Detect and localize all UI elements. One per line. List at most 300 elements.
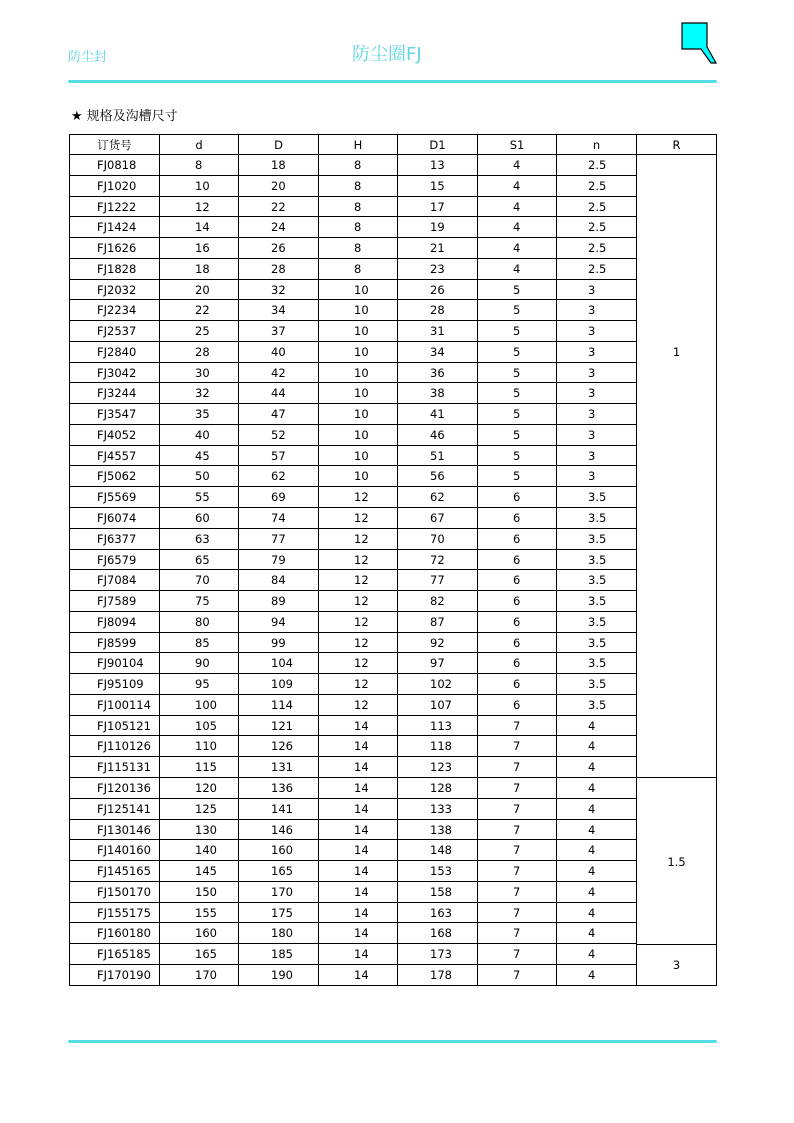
table-row bbox=[69, 363, 717, 384]
cell-H: 14 bbox=[319, 923, 398, 944]
cell-H: 14 bbox=[319, 944, 398, 965]
cell-D1: 173 bbox=[398, 944, 478, 965]
table-row bbox=[69, 591, 717, 612]
cell-D1: 17 bbox=[398, 197, 478, 218]
cell-d: 14 bbox=[160, 217, 239, 238]
cell-S1: 4 bbox=[478, 238, 557, 259]
cell-d: 160 bbox=[160, 923, 239, 944]
table-row bbox=[69, 716, 717, 737]
table-row bbox=[69, 861, 717, 882]
cell-H: 12 bbox=[319, 633, 398, 654]
cell-H: 12 bbox=[319, 508, 398, 529]
table-row bbox=[69, 799, 717, 820]
cell-D1: 41 bbox=[398, 404, 478, 425]
cell-D1: 21 bbox=[398, 238, 478, 259]
cell-d: 125 bbox=[160, 799, 239, 820]
cell-order-no: FJ6579 bbox=[69, 550, 160, 571]
table-row bbox=[69, 840, 717, 861]
table-row bbox=[69, 321, 717, 342]
cell-S1: 5 bbox=[478, 425, 557, 446]
cell-D: 141 bbox=[239, 799, 319, 820]
cell-order-no: FJ105121 bbox=[69, 716, 160, 737]
cell-D: 146 bbox=[239, 820, 319, 841]
cell-d: 10 bbox=[160, 176, 239, 197]
cell-D1: 23 bbox=[398, 259, 478, 280]
cell-n: 3 bbox=[557, 321, 637, 342]
table-row bbox=[69, 778, 717, 799]
cell-H: 10 bbox=[319, 383, 398, 404]
cell-D1: 62 bbox=[398, 487, 478, 508]
cell-D: 37 bbox=[239, 321, 319, 342]
table-row bbox=[69, 487, 717, 508]
cell-S1: 5 bbox=[478, 321, 557, 342]
cell-n: 4 bbox=[557, 757, 637, 778]
cell-H: 10 bbox=[319, 300, 398, 321]
cell-n: 2.5 bbox=[557, 176, 637, 197]
cell-D1: 158 bbox=[398, 882, 478, 903]
cell-order-no: FJ2840 bbox=[69, 342, 160, 363]
column-header-D: D bbox=[239, 134, 319, 155]
table-row bbox=[69, 570, 717, 591]
cell-D1: 113 bbox=[398, 716, 478, 737]
cell-S1: 5 bbox=[478, 363, 557, 384]
table-row bbox=[69, 550, 717, 571]
cell-D1: 153 bbox=[398, 861, 478, 882]
cell-S1: 6 bbox=[478, 695, 557, 716]
cell-D: 34 bbox=[239, 300, 319, 321]
table-row bbox=[69, 300, 717, 321]
cell-S1: 7 bbox=[478, 840, 557, 861]
cell-n: 2.5 bbox=[557, 197, 637, 218]
cell-S1: 7 bbox=[478, 861, 557, 882]
cell-H: 12 bbox=[319, 529, 398, 550]
table-row bbox=[69, 383, 717, 404]
cell-D1: 92 bbox=[398, 633, 478, 654]
cell-H: 8 bbox=[319, 155, 398, 176]
cell-D: 22 bbox=[239, 197, 319, 218]
cell-H: 14 bbox=[319, 882, 398, 903]
cell-D1: 97 bbox=[398, 653, 478, 674]
cell-n: 3.5 bbox=[557, 653, 637, 674]
cell-H: 14 bbox=[319, 840, 398, 861]
cell-D1: 34 bbox=[398, 342, 478, 363]
cell-H: 12 bbox=[319, 591, 398, 612]
cell-order-no: FJ5062 bbox=[69, 466, 160, 487]
cell-S1: 7 bbox=[478, 882, 557, 903]
cell-D: 99 bbox=[239, 633, 319, 654]
cell-D: 40 bbox=[239, 342, 319, 363]
r-merged-cell bbox=[637, 778, 717, 944]
cell-H: 10 bbox=[319, 363, 398, 384]
cell-n: 4 bbox=[557, 861, 637, 882]
cell-H: 14 bbox=[319, 716, 398, 737]
cell-d: 95 bbox=[160, 674, 239, 695]
cell-D: 18 bbox=[239, 155, 319, 176]
cell-order-no: FJ110126 bbox=[69, 736, 160, 757]
seal-profile-icon bbox=[680, 21, 720, 65]
cell-n: 3.5 bbox=[557, 591, 637, 612]
cell-D: 20 bbox=[239, 176, 319, 197]
cell-order-no: FJ120136 bbox=[69, 778, 160, 799]
cell-D1: 102 bbox=[398, 674, 478, 695]
cell-d: 60 bbox=[160, 508, 239, 529]
cell-S1: 6 bbox=[478, 529, 557, 550]
table-row bbox=[69, 612, 717, 633]
cell-n: 4 bbox=[557, 778, 637, 799]
table-row bbox=[69, 674, 717, 695]
cell-order-no: FJ100114 bbox=[69, 695, 160, 716]
cell-D: 175 bbox=[239, 903, 319, 924]
cell-S1: 5 bbox=[478, 404, 557, 425]
cell-n: 4 bbox=[557, 799, 637, 820]
cell-d: 55 bbox=[160, 487, 239, 508]
cell-d: 45 bbox=[160, 446, 239, 467]
cell-order-no: FJ8599 bbox=[69, 633, 160, 654]
cell-D1: 133 bbox=[398, 799, 478, 820]
cell-d: 110 bbox=[160, 736, 239, 757]
cell-D: 121 bbox=[239, 716, 319, 737]
section-title: 规格及沟槽尺寸 bbox=[86, 109, 178, 124]
cell-n: 4 bbox=[557, 965, 637, 986]
cell-S1: 7 bbox=[478, 716, 557, 737]
cell-order-no: FJ0818 bbox=[69, 155, 160, 176]
cell-D1: 87 bbox=[398, 612, 478, 633]
cell-D: 180 bbox=[239, 923, 319, 944]
cell-D: 185 bbox=[239, 944, 319, 965]
cell-d: 130 bbox=[160, 820, 239, 841]
cell-d: 30 bbox=[160, 363, 239, 384]
column-header-S1: S1 bbox=[478, 134, 557, 155]
cell-S1: 4 bbox=[478, 197, 557, 218]
cell-S1: 5 bbox=[478, 300, 557, 321]
cell-order-no: FJ4052 bbox=[69, 425, 160, 446]
r-merged-cell bbox=[637, 945, 717, 987]
cell-d: 75 bbox=[160, 591, 239, 612]
table-row bbox=[69, 820, 717, 841]
cell-n: 3 bbox=[557, 446, 637, 467]
cell-order-no: FJ6377 bbox=[69, 529, 160, 550]
cell-S1: 4 bbox=[478, 217, 557, 238]
page-title: 防尘圈FJ bbox=[352, 44, 422, 65]
cell-order-no: FJ6074 bbox=[69, 508, 160, 529]
cell-H: 12 bbox=[319, 674, 398, 695]
cell-d: 18 bbox=[160, 259, 239, 280]
table-row bbox=[69, 238, 717, 259]
table-row bbox=[69, 404, 717, 425]
cell-D1: 72 bbox=[398, 550, 478, 571]
cell-H: 10 bbox=[319, 342, 398, 363]
cell-H: 8 bbox=[319, 197, 398, 218]
cell-H: 12 bbox=[319, 695, 398, 716]
cell-n: 3 bbox=[557, 363, 637, 384]
spec-table bbox=[69, 134, 717, 986]
cell-H: 8 bbox=[319, 259, 398, 280]
cell-order-no: FJ3042 bbox=[69, 363, 160, 384]
cell-d: 155 bbox=[160, 903, 239, 924]
cell-order-no: FJ1020 bbox=[69, 176, 160, 197]
cell-D1: 46 bbox=[398, 425, 478, 446]
column-header-order-no: 订货号 bbox=[69, 134, 160, 155]
cell-n: 3.5 bbox=[557, 508, 637, 529]
cell-d: 12 bbox=[160, 197, 239, 218]
cell-D1: 178 bbox=[398, 965, 478, 986]
cell-D: 52 bbox=[239, 425, 319, 446]
header-category: 防尘封 bbox=[68, 50, 108, 65]
cell-d: 25 bbox=[160, 321, 239, 342]
cell-order-no: FJ165185 bbox=[69, 944, 160, 965]
cell-d: 150 bbox=[160, 882, 239, 903]
table-body bbox=[69, 155, 717, 986]
table-row bbox=[69, 176, 717, 197]
cell-S1: 4 bbox=[478, 176, 557, 197]
cell-order-no: FJ2537 bbox=[69, 321, 160, 342]
cell-S1: 5 bbox=[478, 280, 557, 301]
cell-n: 2.5 bbox=[557, 217, 637, 238]
cell-D1: 28 bbox=[398, 300, 478, 321]
cell-order-no: FJ1424 bbox=[69, 217, 160, 238]
cell-H: 10 bbox=[319, 280, 398, 301]
table-row bbox=[69, 653, 717, 674]
cell-S1: 6 bbox=[478, 550, 557, 571]
table-row bbox=[69, 155, 717, 176]
cell-D: 69 bbox=[239, 487, 319, 508]
cell-n: 4 bbox=[557, 736, 637, 757]
cell-n: 3.5 bbox=[557, 570, 637, 591]
cell-H: 14 bbox=[319, 799, 398, 820]
cell-d: 8 bbox=[160, 155, 239, 176]
cell-n: 2.5 bbox=[557, 259, 637, 280]
cell-S1: 6 bbox=[478, 487, 557, 508]
cell-order-no: FJ90104 bbox=[69, 653, 160, 674]
cell-n: 3.5 bbox=[557, 529, 637, 550]
cell-S1: 5 bbox=[478, 383, 557, 404]
table-row bbox=[69, 882, 717, 903]
cell-order-no: FJ2032 bbox=[69, 280, 160, 301]
cell-d: 145 bbox=[160, 861, 239, 882]
cell-n: 2.5 bbox=[557, 238, 637, 259]
cell-D1: 26 bbox=[398, 280, 478, 301]
cell-order-no: FJ130146 bbox=[69, 820, 160, 841]
cell-order-no: FJ7084 bbox=[69, 570, 160, 591]
cell-S1: 7 bbox=[478, 965, 557, 986]
cell-H: 12 bbox=[319, 487, 398, 508]
table-header-row bbox=[69, 134, 717, 155]
cell-D1: 138 bbox=[398, 820, 478, 841]
cell-H: 14 bbox=[319, 736, 398, 757]
cell-D1: 56 bbox=[398, 466, 478, 487]
cell-order-no: FJ150170 bbox=[69, 882, 160, 903]
cell-order-no: FJ7589 bbox=[69, 591, 160, 612]
cell-D1: 36 bbox=[398, 363, 478, 384]
table-row bbox=[69, 633, 717, 654]
cell-S1: 7 bbox=[478, 757, 557, 778]
cell-d: 100 bbox=[160, 695, 239, 716]
table-row bbox=[69, 508, 717, 529]
cell-d: 105 bbox=[160, 716, 239, 737]
cell-H: 12 bbox=[319, 653, 398, 674]
cell-S1: 6 bbox=[478, 591, 557, 612]
cell-d: 50 bbox=[160, 466, 239, 487]
cell-D: 62 bbox=[239, 466, 319, 487]
cell-D: 94 bbox=[239, 612, 319, 633]
cell-order-no: FJ3547 bbox=[69, 404, 160, 425]
column-header-H: H bbox=[319, 134, 398, 155]
cell-D1: 107 bbox=[398, 695, 478, 716]
cell-n: 3.5 bbox=[557, 487, 637, 508]
cell-d: 22 bbox=[160, 300, 239, 321]
table-row bbox=[69, 197, 717, 218]
cell-d: 120 bbox=[160, 778, 239, 799]
cell-D1: 118 bbox=[398, 736, 478, 757]
cell-S1: 7 bbox=[478, 903, 557, 924]
cell-d: 140 bbox=[160, 840, 239, 861]
cell-d: 90 bbox=[160, 653, 239, 674]
column-header-d: d bbox=[160, 134, 239, 155]
cell-n: 4 bbox=[557, 840, 637, 861]
cell-D: 89 bbox=[239, 591, 319, 612]
cell-d: 20 bbox=[160, 280, 239, 301]
cell-S1: 7 bbox=[478, 923, 557, 944]
cell-D1: 70 bbox=[398, 529, 478, 550]
table-row bbox=[69, 425, 717, 446]
cell-d: 16 bbox=[160, 238, 239, 259]
cell-order-no: FJ155175 bbox=[69, 903, 160, 924]
table-row bbox=[69, 259, 717, 280]
cell-d: 85 bbox=[160, 633, 239, 654]
cell-order-no: FJ95109 bbox=[69, 674, 160, 695]
r-value: 1 bbox=[672, 345, 681, 360]
cell-D: 44 bbox=[239, 383, 319, 404]
cell-n: 3 bbox=[557, 383, 637, 404]
cell-order-no: FJ3244 bbox=[69, 383, 160, 404]
cell-D: 42 bbox=[239, 363, 319, 384]
table-row bbox=[69, 529, 717, 550]
cell-order-no: FJ145165 bbox=[69, 861, 160, 882]
cell-d: 35 bbox=[160, 404, 239, 425]
cell-H: 14 bbox=[319, 778, 398, 799]
cell-H: 10 bbox=[319, 321, 398, 342]
cell-D: 28 bbox=[239, 259, 319, 280]
cell-order-no: FJ2234 bbox=[69, 300, 160, 321]
cell-d: 40 bbox=[160, 425, 239, 446]
cell-S1: 7 bbox=[478, 778, 557, 799]
cell-H: 8 bbox=[319, 176, 398, 197]
cell-order-no: FJ115131 bbox=[69, 757, 160, 778]
cell-H: 10 bbox=[319, 466, 398, 487]
cell-d: 28 bbox=[160, 342, 239, 363]
table-row bbox=[69, 903, 717, 924]
column-header-n: n bbox=[557, 134, 637, 155]
cell-d: 170 bbox=[160, 965, 239, 986]
r-merged-cell bbox=[637, 155, 717, 778]
cell-d: 165 bbox=[160, 944, 239, 965]
cell-H: 10 bbox=[319, 446, 398, 467]
cell-n: 3 bbox=[557, 300, 637, 321]
cell-S1: 7 bbox=[478, 736, 557, 757]
cell-order-no: FJ4557 bbox=[69, 446, 160, 467]
cell-D: 104 bbox=[239, 653, 319, 674]
cell-D1: 67 bbox=[398, 508, 478, 529]
cell-n: 3.5 bbox=[557, 550, 637, 571]
cell-D: 114 bbox=[239, 695, 319, 716]
cell-S1: 6 bbox=[478, 674, 557, 695]
cell-n: 4 bbox=[557, 716, 637, 737]
cell-n: 4 bbox=[557, 923, 637, 944]
cell-S1: 7 bbox=[478, 799, 557, 820]
cell-d: 63 bbox=[160, 529, 239, 550]
cell-n: 3.5 bbox=[557, 633, 637, 654]
cell-D: 47 bbox=[239, 404, 319, 425]
cell-D1: 19 bbox=[398, 217, 478, 238]
cell-D1: 123 bbox=[398, 757, 478, 778]
cell-D1: 15 bbox=[398, 176, 478, 197]
cell-D1: 38 bbox=[398, 383, 478, 404]
cell-S1: 5 bbox=[478, 342, 557, 363]
cell-D: 84 bbox=[239, 570, 319, 591]
cell-n: 2.5 bbox=[557, 155, 637, 176]
cell-S1: 6 bbox=[478, 508, 557, 529]
table-row bbox=[69, 923, 717, 944]
table-row bbox=[69, 342, 717, 363]
r-value: 1.5 bbox=[667, 854, 686, 869]
cell-H: 14 bbox=[319, 820, 398, 841]
cell-n: 4 bbox=[557, 903, 637, 924]
cell-D1: 51 bbox=[398, 446, 478, 467]
cell-D: 77 bbox=[239, 529, 319, 550]
cell-H: 14 bbox=[319, 903, 398, 924]
cell-D: 170 bbox=[239, 882, 319, 903]
cell-H: 14 bbox=[319, 757, 398, 778]
cell-D: 190 bbox=[239, 965, 319, 986]
section-heading bbox=[71, 105, 178, 124]
table-row bbox=[69, 965, 717, 986]
cell-D: 74 bbox=[239, 508, 319, 529]
cell-D: 131 bbox=[239, 757, 319, 778]
cell-D1: 82 bbox=[398, 591, 478, 612]
cell-n: 3.5 bbox=[557, 674, 637, 695]
cell-D: 24 bbox=[239, 217, 319, 238]
cell-d: 80 bbox=[160, 612, 239, 633]
cell-D: 26 bbox=[239, 238, 319, 259]
cell-D: 79 bbox=[239, 550, 319, 571]
cell-n: 3 bbox=[557, 425, 637, 446]
cell-H: 8 bbox=[319, 238, 398, 259]
cell-H: 12 bbox=[319, 550, 398, 571]
cell-n: 4 bbox=[557, 820, 637, 841]
cell-H: 14 bbox=[319, 965, 398, 986]
cell-D: 126 bbox=[239, 736, 319, 757]
cell-D: 109 bbox=[239, 674, 319, 695]
cell-S1: 6 bbox=[478, 612, 557, 633]
cell-n: 3 bbox=[557, 280, 637, 301]
cell-H: 8 bbox=[319, 217, 398, 238]
cell-S1: 6 bbox=[478, 570, 557, 591]
cell-D1: 128 bbox=[398, 778, 478, 799]
cell-H: 10 bbox=[319, 404, 398, 425]
cell-order-no: FJ125141 bbox=[69, 799, 160, 820]
cell-order-no: FJ160180 bbox=[69, 923, 160, 944]
table-row bbox=[69, 736, 717, 757]
cell-H: 12 bbox=[319, 570, 398, 591]
table-row bbox=[69, 944, 717, 965]
cell-D1: 168 bbox=[398, 923, 478, 944]
column-header-R: R bbox=[637, 134, 717, 155]
cell-D1: 77 bbox=[398, 570, 478, 591]
star-icon: ★ bbox=[71, 109, 83, 124]
table-row bbox=[69, 217, 717, 238]
cell-S1: 6 bbox=[478, 653, 557, 674]
table-row bbox=[69, 466, 717, 487]
